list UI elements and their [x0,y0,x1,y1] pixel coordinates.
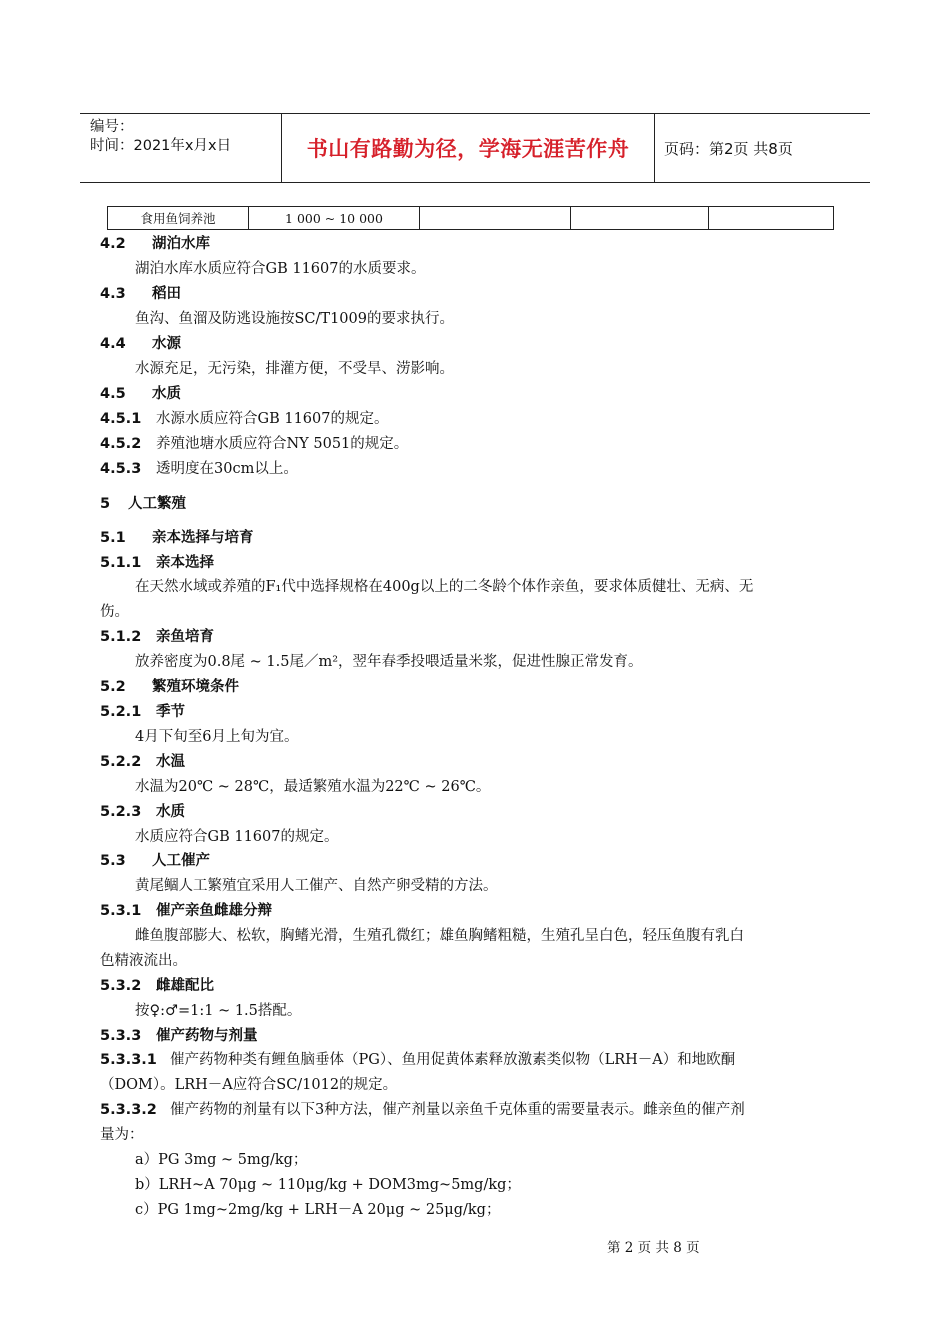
section-heading [100,284,181,304]
paragraph-continued: 量为： [100,1127,144,1143]
clause-text: 养殖池塘水质应符合NY 5051的规定。 [156,436,409,452]
section-title: 雌雄配比 [156,978,214,994]
numbered-clause [100,459,298,479]
table-cell: 食用鱼饲养池 [108,207,249,230]
header-divider [654,114,655,182]
section-heading [100,553,214,573]
section-heading [100,528,254,548]
numbered-clause [100,1050,735,1070]
clause-text: 透明度在30cm以上。 [156,461,298,477]
list-item: b）LRH~A 70μg ~ 110μg/kg + DOM3mg~5mg/kg； [135,1177,521,1193]
section-number: 5.3.2 [100,978,142,994]
paragraph-continued: （DOM）。LRH－A应符合SC/1012的规定。 [100,1077,398,1093]
numbered-clause [100,409,388,429]
section-title: 人工催产 [152,853,210,869]
paragraph: 鱼沟、鱼溜及防逃设施按SC/T1009的要求执行。 [135,311,454,327]
section-title: 催产药物与剂量 [156,1028,258,1044]
section-heading [100,384,181,404]
section-number: 5.1.1 [100,555,142,571]
section-number: 5.3.3.1 [100,1052,157,1068]
section-title: 水质 [156,804,185,820]
section-number: 4.3 [100,286,126,302]
paragraph: 湖泊水库水质应符合GB 11607的水质要求。 [135,261,426,277]
table-cell [709,207,834,230]
section-title: 繁殖环境条件 [152,679,239,695]
section-title: 季节 [156,704,185,720]
chapter-heading [100,494,186,514]
section-number: 5.2 [100,679,126,695]
paragraph: 在天然水域或养殖的F₁代中选择规格在400g以上的二冬龄个体作亲鱼，要求体质健壮、无病、无 [135,579,754,595]
list-item: a）PG 3mg ~ 5mg/kg； [135,1152,308,1168]
section-number: 5 [100,496,111,512]
section-number: 4.5.1 [100,411,142,427]
section-title: 稻田 [152,286,181,302]
clause-text: 催产药物种类有鲤鱼脑垂体（PG）、鱼用促黄体素释放激素类似物（LRH－A）和地欧酮 [170,1052,736,1068]
paragraph: 4月下旬至6月上旬为宜。 [135,729,299,745]
section-number: 5.3.1 [100,903,142,919]
numbered-clause [100,434,408,454]
clause-text: 催产药物的剂量有以下3种方法，催产剂量以亲鱼千克体重的需要量表示。雌亲鱼的催产剂 [170,1102,745,1118]
paragraph: 黄尾鲴人工繁殖宜采用人工催产、自然产卵受精的方法。 [135,878,498,894]
clause-text: 水源水质应符合GB 11607的规定。 [156,411,389,427]
header-page-label: 页码：第2页 共8页 [664,140,793,158]
section-heading [100,1026,258,1046]
list-item: c）PG 1mg~2mg/kg + LRH－A 20μg ~ 25μg/kg； [135,1202,501,1218]
section-number: 5.3.3 [100,1028,142,1044]
table-cell: 1 000 ~ 10 000 [249,207,420,230]
document-date-label: 时间：2021年x月x日 [90,138,232,154]
table-cell [420,207,571,230]
paragraph: 雌鱼腹部膨大、松软，胸鳍光滑，生殖孔微红；雄鱼胸鳍粗糙，生殖孔呈白色，轻压鱼腹有乳白 [135,928,744,944]
document-header [80,113,870,183]
header-motto: 书山有路勤为径，学海无涯苦作舟 [306,137,630,161]
section-heading [100,234,210,254]
paragraph-continued: 伤。 [100,604,129,620]
paragraph: 按♀:♂=1:1 ~ 1.5搭配。 [135,1003,302,1019]
page-footer: 第 2 页 共 8 页 [607,1240,700,1256]
section-heading [100,976,214,996]
section-title: 亲本选择 [156,555,214,571]
section-title: 催产亲鱼雌雄分辩 [156,903,272,919]
header-meta [90,118,280,156]
section-title: 亲本选择与培育 [152,530,254,546]
section-number: 5.1.2 [100,629,142,645]
section-number: 4.2 [100,236,126,252]
section-heading [100,627,214,647]
paragraph: 水源充足，无污染，排灌方便，不受旱、涝影响。 [135,361,454,377]
section-number: 5.3 [100,853,126,869]
section-number: 5.2.3 [100,804,142,820]
table-cell [571,207,709,230]
table-row [108,207,834,230]
section-title: 水温 [156,754,185,770]
section-heading [100,677,239,697]
section-title: 水源 [152,336,181,352]
paragraph-continued: 色精液流出。 [100,953,187,969]
section-number: 5.3.3.2 [100,1102,157,1118]
section-heading [100,802,185,822]
section-number: 4.5.2 [100,436,142,452]
table-fragment [107,206,834,230]
section-heading [100,752,185,772]
section-number: 5.1 [100,530,126,546]
section-title: 水质 [152,386,181,402]
paragraph: 放养密度为0.8尾 ~ 1.5尾／m²，翌年春季投喂适量米浆，促进性腺正常发育。 [135,654,643,670]
document-number-label: 编号： [90,119,134,135]
section-number: 4.4 [100,336,126,352]
section-heading [100,851,210,871]
paragraph: 水温为20℃ ~ 28℃，最适繁殖水温为22℃ ~ 26℃。 [135,779,491,795]
numbered-clause [100,1100,745,1120]
section-title: 人工繁殖 [128,496,186,512]
section-number: 5.2.2 [100,754,142,770]
section-heading [100,702,185,722]
section-number: 4.5 [100,386,126,402]
section-title: 亲鱼培育 [156,629,214,645]
section-heading [100,334,181,354]
paragraph: 水质应符合GB 11607的规定。 [135,829,339,845]
section-title: 湖泊水库 [152,236,210,252]
section-number: 4.5.3 [100,461,142,477]
section-number: 5.2.1 [100,704,142,720]
section-heading [100,901,272,921]
